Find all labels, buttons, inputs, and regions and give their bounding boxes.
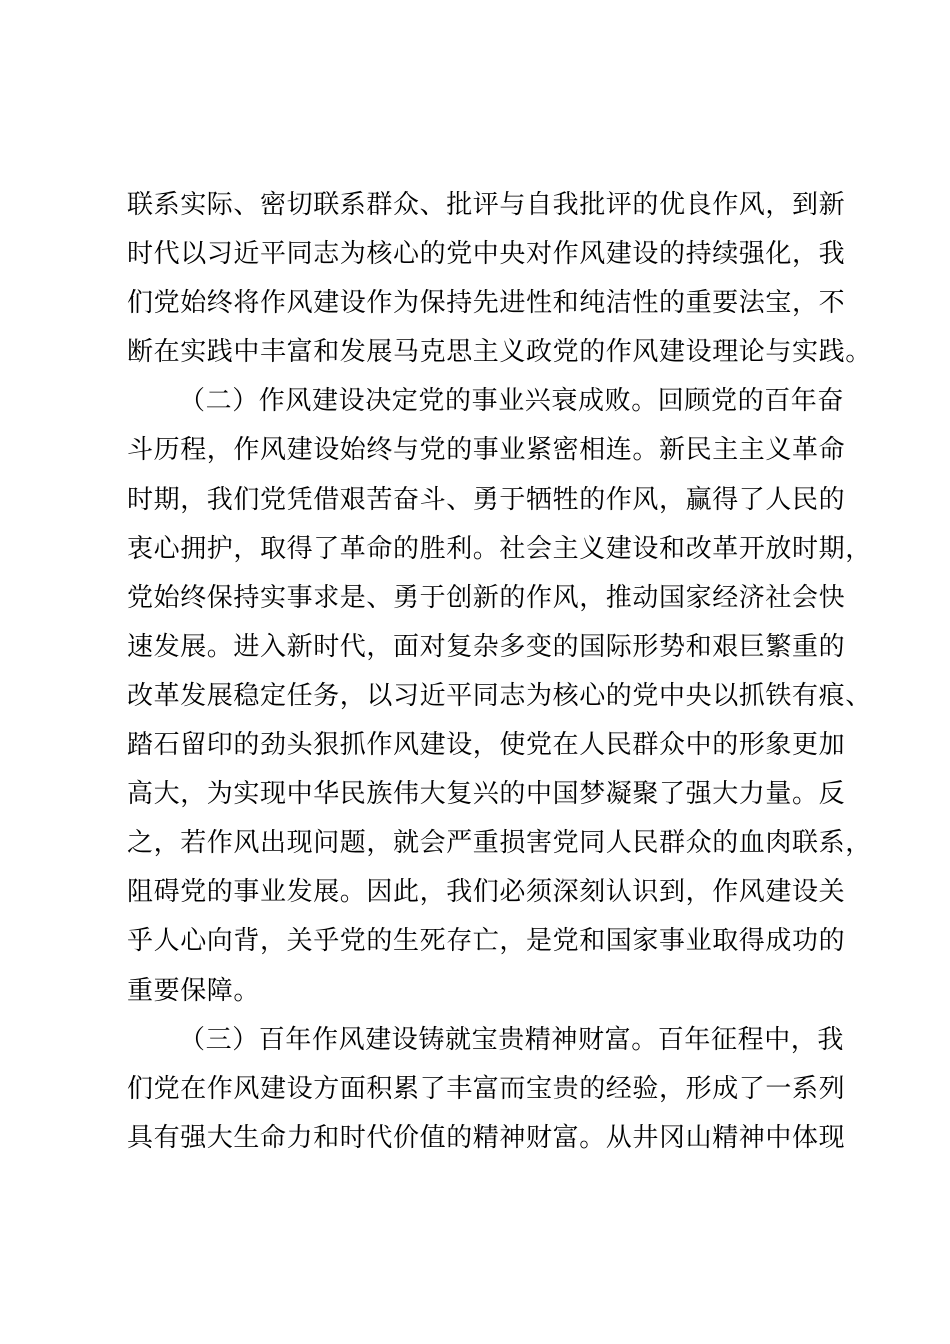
text-line: 时代以习近平同志为核心的党中央对作风建设的持续强化，我 — [127, 239, 846, 270]
text-line: 党始终保持实事求是、勇于创新的作风，推动国家经济社会快 — [127, 582, 846, 613]
text-line: 踏石留印的劲头狠抓作风建设，使党在人民群众中的形象更加 — [127, 730, 846, 761]
text-line: 联系实际、密切联系群众、批评与自我批评的优良作风，到新 — [127, 190, 846, 220]
text-line: 乎人心向背，关乎党的生死存亡，是党和国家事业取得成功的 — [127, 926, 846, 957]
text-line: 速发展。进入新时代，面对复杂多变的国际形势和艰巨繁重的 — [127, 631, 846, 662]
text-line: 具有强大生命力和时代价值的精神财富。从井冈山精神中体现 — [127, 1122, 846, 1153]
text-line: 们党始终将作风建设作为保持先进性和纯洁性的重要法宝，不 — [127, 288, 846, 319]
text-line: 改革发展稳定任务，以习近平同志为核心的党中央以抓铁有痕、 — [127, 680, 872, 711]
body-text — [127, 181, 872, 1163]
text-line: 斗历程，作风建设始终与党的事业紧密相连。新民主主义革命 — [127, 435, 846, 466]
text-line: 重要保障。 — [127, 975, 261, 1006]
text-line: 时期，我们党凭借艰苦奋斗、勇于牺牲的作风，赢得了人民的 — [127, 484, 846, 515]
text-line: 衷心拥护，取得了革命的胜利。社会主义建设和改革开放时期， — [127, 533, 872, 564]
text-line: 断在实践中丰富和发展马克思主义政党的作风建设理论与实践。 — [127, 337, 872, 368]
text-line: 之，若作风出现问题，就会严重损害党同人民群众的血肉联系， — [127, 828, 872, 859]
text-line: 们党在作风建设方面积累了丰富而宝贵的经验，形成了一系列 — [127, 1073, 846, 1104]
section-heading-line: （二）作风建设决定党的事业兴衰成败。回顾党的百年奋 — [179, 386, 845, 417]
text-line: 阻碍党的事业发展。因此，我们必须深刻认识到，作风建设关 — [127, 877, 846, 908]
section-heading-line: （三）百年作风建设铸就宝贵精神财富。百年征程中，我 — [179, 1024, 845, 1055]
text-line: 高大，为实现中华民族伟大复兴的中国梦凝聚了强大力量。反 — [127, 779, 846, 810]
